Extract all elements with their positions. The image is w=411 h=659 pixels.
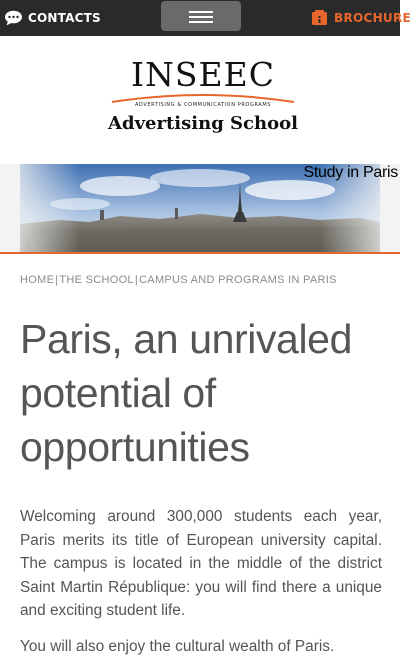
- breadcrumb-separator: |: [55, 274, 59, 286]
- page-title: [20, 312, 390, 474]
- hamburger-icon: [189, 11, 213, 22]
- breadcrumb-campus[interactable]: CAMPUS AND PROGRAMS IN PARIS: [139, 274, 337, 286]
- intro-paragraph: Welcoming around 300,000 students each year, Paris merits its title of European university capital. The campus is located in the middle of the district Saint Martin République: you will find there a unique and exciting student life.: [20, 508, 382, 619]
- breadcrumb-separator: |: [134, 274, 139, 286]
- school-logo[interactable]: [108, 56, 298, 140]
- contacts-label: CONTACTS: [28, 11, 101, 25]
- top-bar: [0, 0, 411, 36]
- page-title-line: Paris, an unrivaled: [20, 316, 352, 362]
- brochure-label: BROCHURE: [334, 10, 411, 25]
- banner-tagline: Study in Paris: [303, 164, 398, 181]
- logo-title: INSEEC: [131, 55, 275, 94]
- contacts-button[interactable]: [4, 9, 101, 27]
- second-paragraph: You will also enjoy the cultural wealth of Paris.: [20, 638, 335, 655]
- logo-subtitle: ADVERTISING & COMMUNICATION PROGRAMS: [134, 102, 272, 108]
- breadcrumb-the-school[interactable]: THE SCHOOL: [59, 274, 134, 286]
- menu-button[interactable]: [161, 1, 241, 31]
- speech-bubble-icon: [4, 10, 23, 26]
- breadcrumb-home[interactable]: HOME: [20, 274, 55, 286]
- info-box-icon: [312, 10, 327, 25]
- page-title-line: potential of: [20, 370, 216, 416]
- brochure-button[interactable]: [312, 10, 411, 25]
- logo-school-name: Advertising School: [108, 113, 298, 134]
- paris-banner: [0, 164, 400, 254]
- page-title-line: opportunities: [20, 424, 250, 470]
- breadcrumb: [20, 274, 337, 286]
